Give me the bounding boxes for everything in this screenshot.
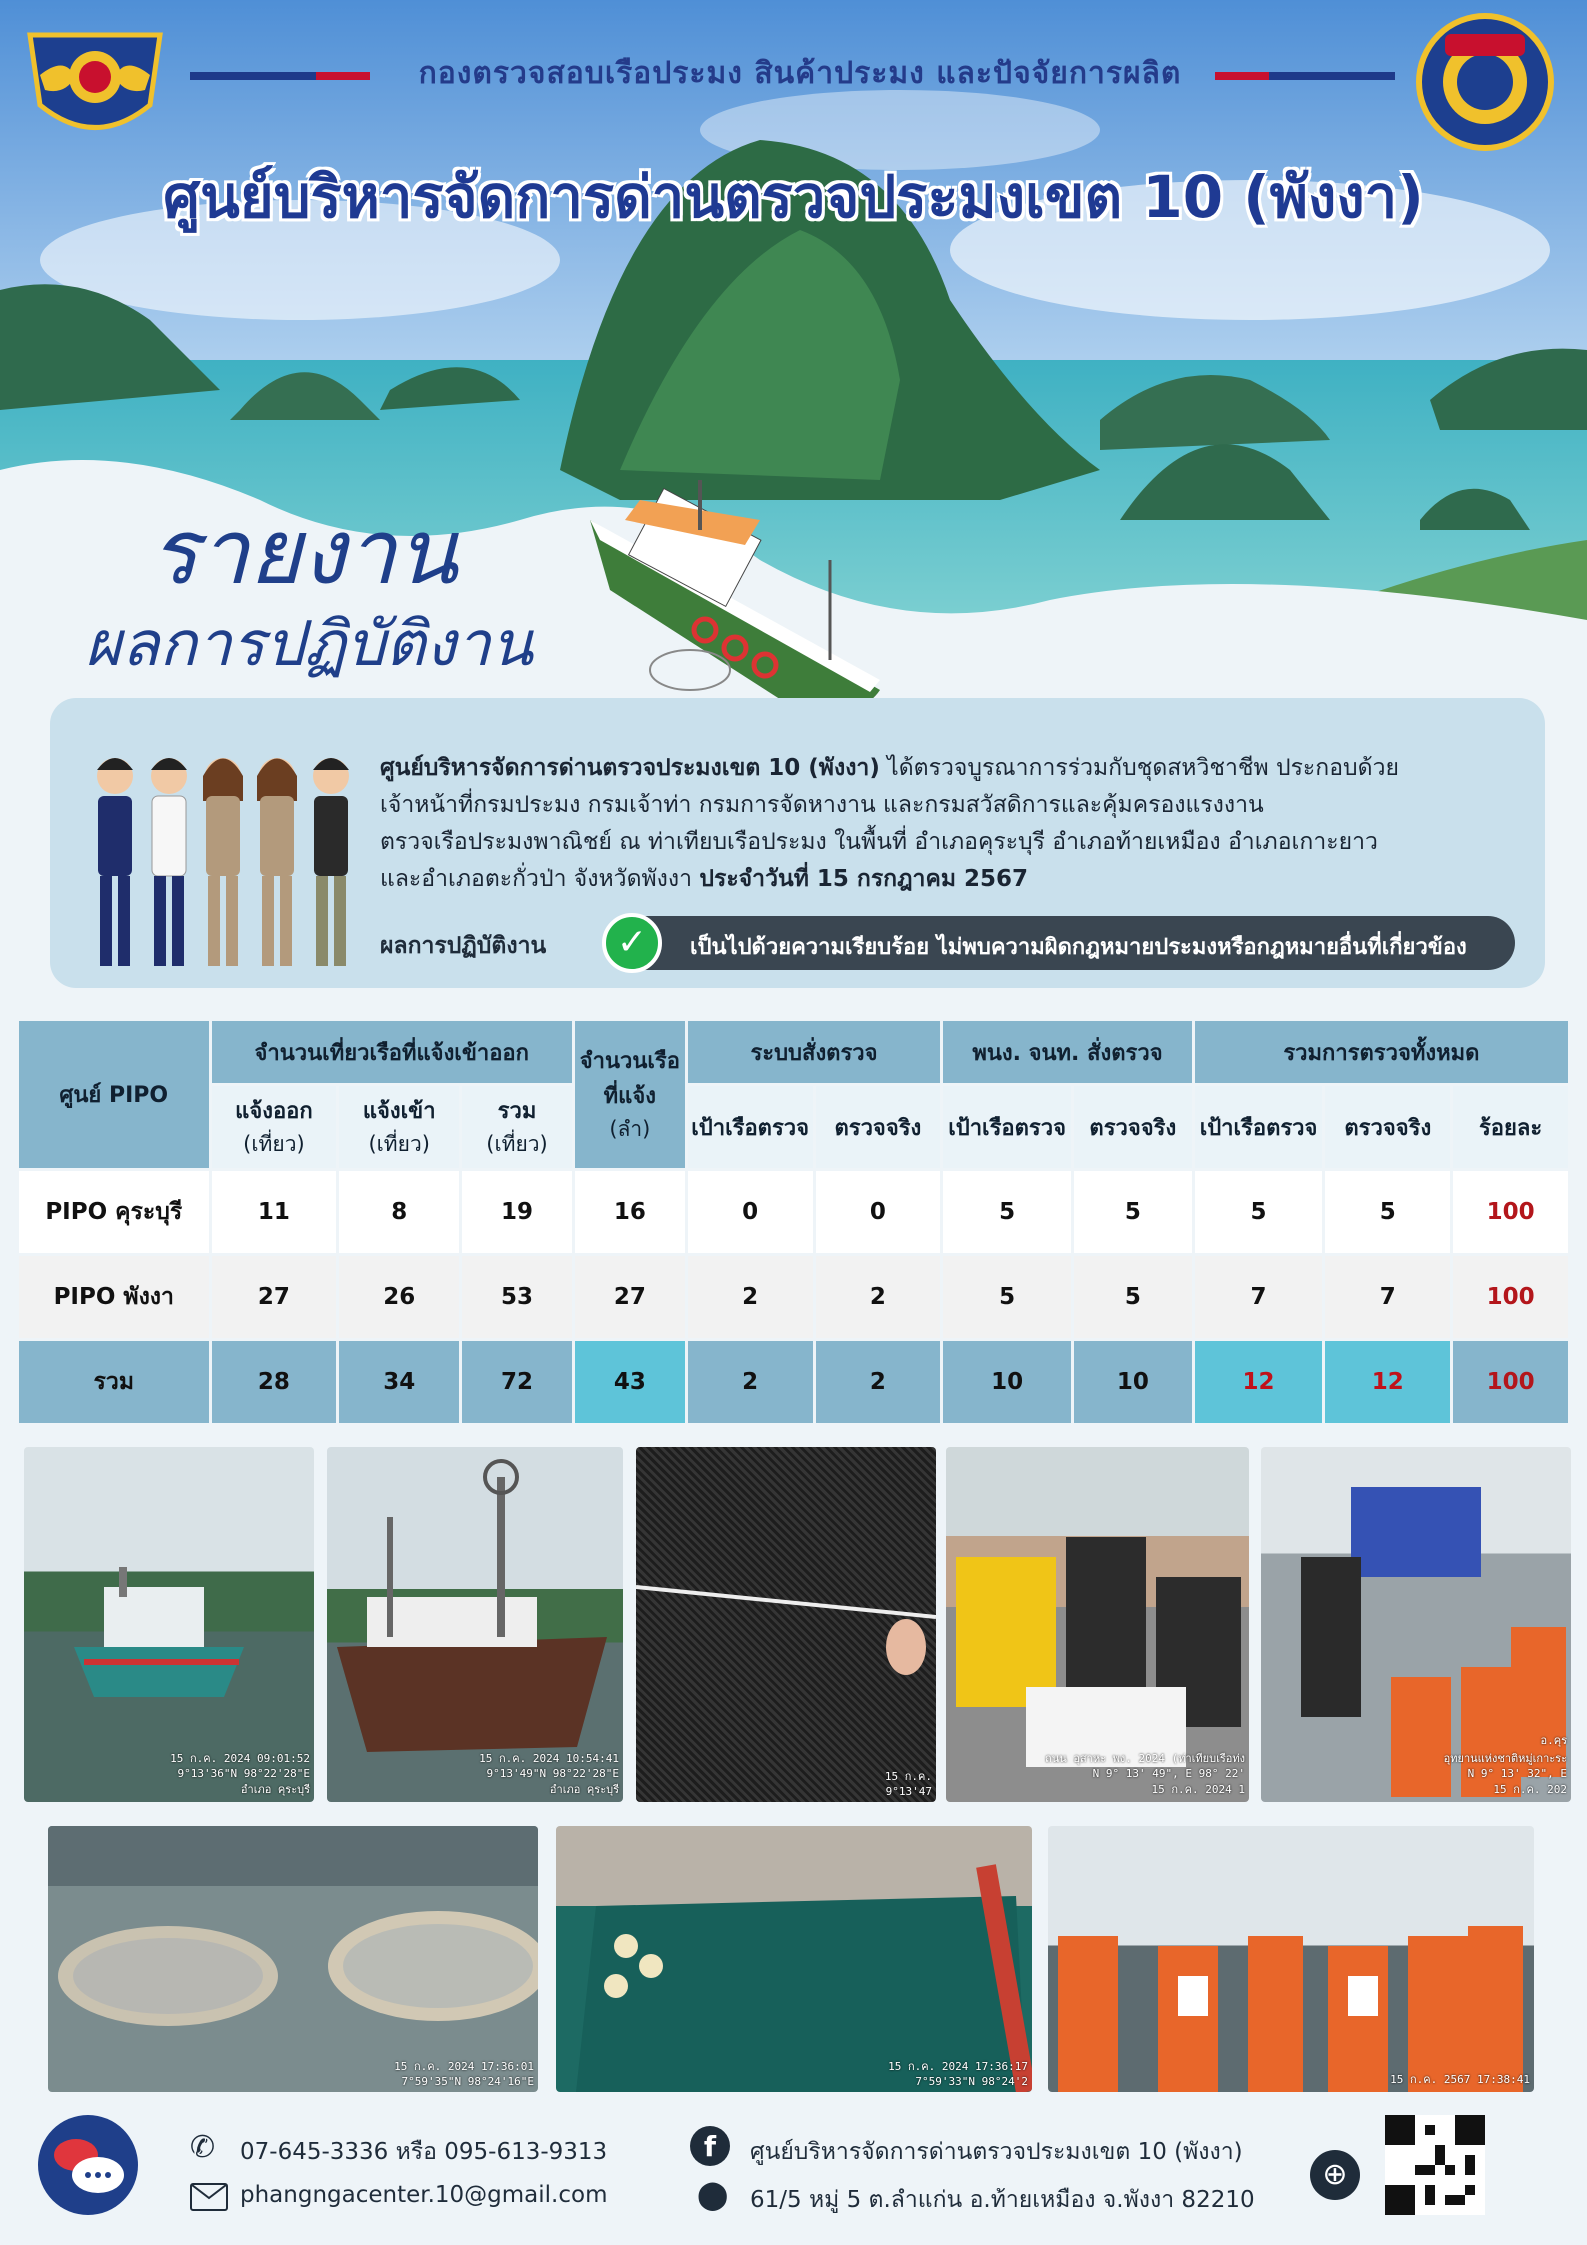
cell-off-actual: 5	[1074, 1171, 1192, 1253]
cell-percent: 100	[1453, 1256, 1568, 1338]
cell-total-target: 7	[1195, 1256, 1323, 1338]
cell-off-actual: 10	[1074, 1341, 1192, 1423]
cell-percent: 100	[1453, 1171, 1568, 1253]
photo-boat-1	[24, 1447, 314, 1802]
address-text: 61/5 หมู่ 5 ต.ลำแก่น อ.ท้ายเหมือง จ.พังงา 82210	[750, 2187, 1255, 2213]
cell-out: 28	[212, 1341, 337, 1423]
col-header-total: รวมการตรวจทั้งหมด	[1195, 1021, 1568, 1083]
report-date: ประจำวันที่ 15 กรกฎาคม 2567	[699, 866, 1029, 892]
inspection-results-table	[16, 1018, 1571, 1410]
photo-timestamp: 15 ก.ค. 2024 09:01:52 9°13'36"N 98°22'28"E อำเภอ คุระบุรี	[170, 1752, 310, 1796]
cell-boats: 16	[575, 1171, 685, 1253]
email-link[interactable]: phangngacenter.10@gmail.com	[240, 2182, 608, 2208]
cell-sys-actual: 2	[816, 1256, 941, 1338]
cell-percent: 100	[1453, 1341, 1568, 1423]
col-header-total-target: เป้าเรือตรวจ	[1195, 1086, 1323, 1168]
cell-total-actual: 12	[1325, 1341, 1450, 1423]
photo-timestamp: 15 ก.ค. 2024 10:54:41 9°13'49"N 98°22'28"E อำเภอ คุระบุรี	[479, 1752, 619, 1796]
photo-timestamp: 15 ก.ค. 2024 17:36:01 7°59'35"N 98°24'16"E	[394, 2060, 534, 2088]
col-header-sum: รวม (เที่ยว)	[462, 1086, 572, 1168]
fishery-inspection-logo	[20, 15, 170, 145]
checkmark-icon: ✓	[602, 913, 662, 973]
cell-sum: 72	[462, 1341, 572, 1423]
cell-sys-actual: 2	[816, 1341, 941, 1423]
cell-total-actual: 5	[1325, 1171, 1450, 1253]
photo-timestamp: 15 ก.ค. 9°13'47	[884, 1770, 932, 1798]
summary-line-2: เจ้าหน้าที่กรมประมง กรมเจ้าท่า กรมการจัดหางาน และกรมสวัสดิการและคุ้มครองแรงงาน	[380, 792, 1264, 818]
result-row	[380, 916, 1530, 972]
result-label: ผลการปฏิบัติงาน	[380, 933, 547, 959]
col-header-officer: พนง. จนท. สั่งตรวจ	[943, 1021, 1191, 1083]
cell-in: 34	[339, 1341, 459, 1423]
col-header-trips: จำนวนเที่ยวเรือที่แจ้งเข้าออก	[212, 1021, 572, 1083]
chat-bubble-icon	[38, 2115, 138, 2215]
department-of-fisheries-seal	[1410, 12, 1560, 142]
cell-total-target: 5	[1195, 1171, 1323, 1253]
decor-line-left	[190, 72, 370, 80]
summary-line-1: ได้ตรวจบูรณาการร่วมกับชุดสหวิชาชีพ ประกอบด้วย	[879, 755, 1399, 781]
photo-fish-baskets	[48, 1826, 538, 2092]
cell-sys-target: 2	[688, 1256, 813, 1338]
globe-icon[interactable]: ⊕	[1310, 2150, 1360, 2200]
summary-line-4: และอำเภอตะกั่วป่า จังหวัดพังงา	[380, 866, 700, 892]
col-header-percent: ร้อยละ	[1453, 1086, 1568, 1168]
agency-banner	[0, 50, 1587, 100]
location-pin-icon: ⬤	[697, 2178, 729, 2211]
row-name: รวม	[19, 1341, 209, 1423]
report-heading: รายงาน	[150, 500, 458, 605]
cell-boats: 43	[575, 1341, 685, 1423]
photo-crew-with-documents	[1048, 1826, 1534, 2092]
photo-document-inspection	[946, 1447, 1249, 1802]
cell-total-target: 12	[1195, 1341, 1323, 1423]
col-header-officer-target: เป้าเรือตรวจ	[943, 1086, 1071, 1168]
page-title: ศูนย์บริหารจัดการด่านตรวจประมงเขต 10 (พังงา)	[163, 163, 1424, 231]
cell-off-target: 5	[943, 1256, 1071, 1338]
summary-line-3: ตรวจเรือประมงพาณิชย์ ณ ท่าเทียบเรือประมง ในพื้นที่ อำเภอคุระบุรี อำเภอท้ายเหมือง อำเภอเกาะยาว	[380, 829, 1378, 855]
photo-timestamp: 15 ก.ค. 2567 17:38:41	[1390, 2073, 1530, 2086]
row-name: PIPO พังงา	[19, 1256, 209, 1338]
col-header-system: ระบบสั่งตรวจ	[688, 1021, 940, 1083]
cell-total-actual: 7	[1325, 1256, 1450, 1338]
cell-in: 26	[339, 1256, 459, 1338]
cell-off-target: 5	[943, 1171, 1071, 1253]
photo-timestamp: อ.คุร อุทยานแห่งชาติหมู่เกาะระ N 9° 13' 32", E 15 ก.ค. 202	[1443, 1734, 1567, 1796]
report-subheading: ผลการปฏิบัติงาน	[85, 607, 534, 680]
cell-sys-target: 2	[688, 1341, 813, 1423]
table-row	[19, 1171, 1568, 1253]
cell-in: 8	[339, 1171, 459, 1253]
photo-crew-check	[1261, 1447, 1571, 1802]
summary-text	[380, 750, 1520, 898]
org-name: ศูนย์บริหารจัดการด่านตรวจประมงเขต 10 (พังงา)	[380, 755, 880, 781]
phone-numbers[interactable]: 07-645-3336 หรือ 095-613-9313	[240, 2139, 608, 2165]
cell-sum: 19	[462, 1171, 572, 1253]
col-header-system-actual: ตรวจจริง	[816, 1086, 941, 1168]
cell-sum: 53	[462, 1256, 572, 1338]
cell-off-target: 10	[943, 1341, 1071, 1423]
summary-panel	[50, 698, 1545, 988]
col-header-boats: จำนวนเรือที่แจ้ง (ลำ)	[575, 1021, 685, 1168]
phone-icon: ✆	[190, 2130, 216, 2165]
facebook-page-link[interactable]: ศูนย์บริหารจัดการด่านตรวจประมงเขต 10 (พังงา)	[750, 2139, 1243, 2165]
col-header-center: ศูนย์ PIPO	[19, 1021, 209, 1168]
qr-code[interactable]	[1385, 2115, 1485, 2215]
cell-sys-target: 0	[688, 1171, 813, 1253]
cell-out: 11	[212, 1171, 337, 1253]
footer-contacts	[0, 2090, 1587, 2245]
agency-name: กองตรวจสอบเรือประมง สินค้าประมง และปัจจัยการผลิต	[418, 56, 1182, 91]
cell-out: 27	[212, 1256, 337, 1338]
photo-green-fishing-net	[556, 1826, 1032, 2092]
col-header-officer-actual: ตรวจจริง	[1074, 1086, 1192, 1168]
cell-boats: 27	[575, 1256, 685, 1338]
decor-line-right	[1215, 72, 1395, 80]
table-row	[19, 1256, 1568, 1338]
facebook-icon: f	[690, 2126, 730, 2166]
photo-timestamp: 15 ก.ค. 2024 17:36:17 7°59'33"N 98°24'2	[888, 2060, 1028, 2088]
col-header-system-target: เป้าเรือตรวจ	[688, 1086, 813, 1168]
photo-timestamp: ถนน อุสาหะ พง. 2024 (ท่าเทียบเรือท่ง N 9° 13' 49", E 98° 22' 15 ก.ค. 2024 1	[1045, 1752, 1245, 1796]
email-icon	[190, 2183, 228, 2211]
cell-sys-actual: 0	[816, 1171, 941, 1253]
photo-fishing-net-mesh	[636, 1447, 936, 1802]
photo-boat-2	[327, 1447, 623, 1802]
col-header-in: แจ้งเข้า (เที่ยว)	[339, 1086, 459, 1168]
table-total-row	[19, 1341, 1568, 1423]
result-text: เป็นไปด้วยความเรียบร้อย ไม่พบความผิดกฎหมายประมงหรือกฎหมายอื่นที่เกี่ยวข้อง	[690, 935, 1467, 960]
cell-off-actual: 5	[1074, 1256, 1192, 1338]
result-badge	[610, 916, 1515, 970]
row-name: PIPO คุระบุรี	[19, 1171, 209, 1253]
col-header-out: แจ้งออก (เที่ยว)	[212, 1086, 337, 1168]
col-header-total-actual: ตรวจจริง	[1325, 1086, 1450, 1168]
